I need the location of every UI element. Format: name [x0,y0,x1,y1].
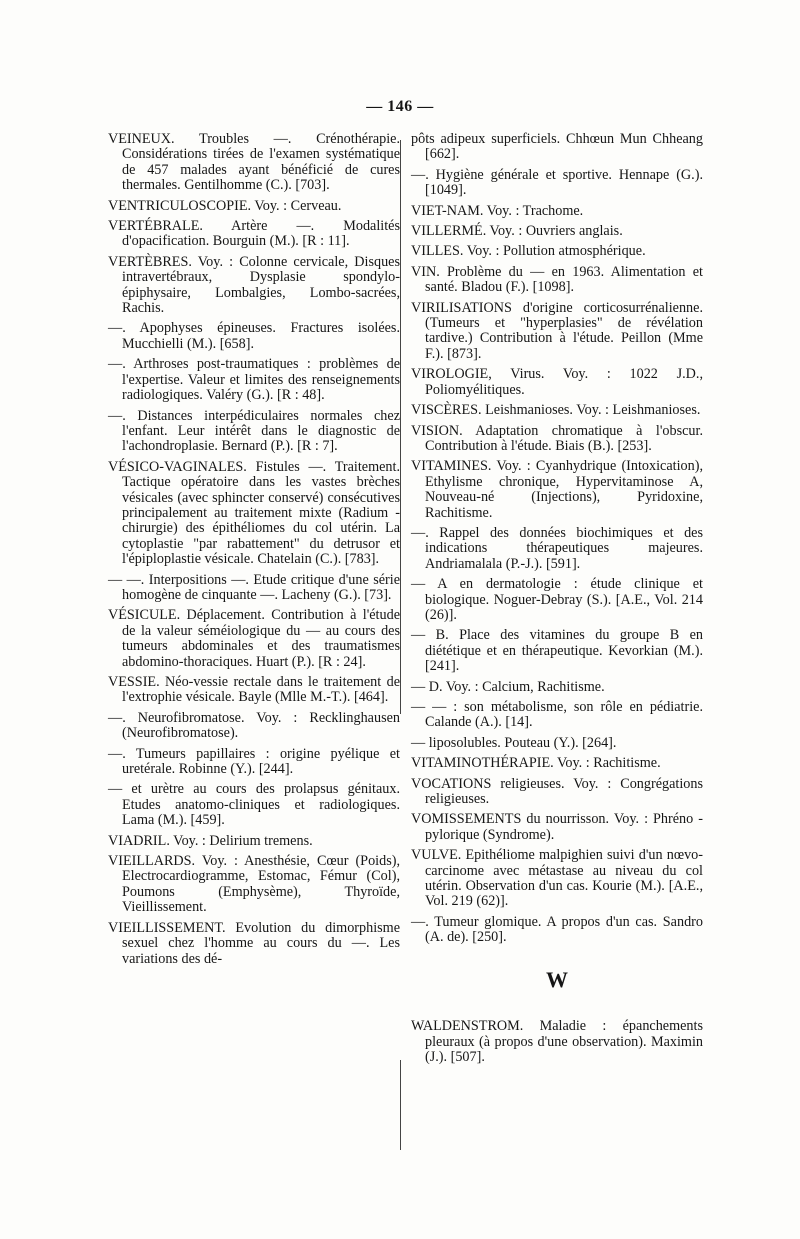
index-entry: — A en dermatologie : étude clinique et biologique. Noguer-Debray (S.). [A.E., Vol. 214 (26)]. [411,576,703,623]
index-entry: VÉSICULE. Déplacement. Contribution à l'étude de la valeur séméiologique du — au cours des tumeurs abdominales et des traumatismes abdomino-thoraciques. Huart (P.). [R : 24]. [108,607,400,670]
index-entry: VIADRIL. Voy. : Delirium tremens. [108,832,313,849]
index-entry: —. Hygiène générale et sportive. Hennape (G.). [1049]. [411,166,703,199]
index-entry: —. Tumeur glomique. A propos d'un cas. Sandro (A. de). [250]. [411,913,703,946]
index-entry: VENTRICULOSCOPIE. Voy. : Cerveau. [108,197,342,214]
section-letter: W [546,966,568,992]
index-entry: — —. Interpositions —. Etude critique d'une série homogène de cinquante —. Lacheny (G.). [73]. [108,571,400,603]
right-column [411,132,703,1070]
column-divider [400,140,401,714]
index-entry: — — : son métabolisme, son rôle en pédiatrie. Calande (A.). [14]. [411,699,703,731]
index-entry: — D. Voy. : Calcium, Rachitisme. [411,678,605,695]
index-entry: VIROLOGIE, Virus. Voy. : 1022 J.D., Poliomyélitiques. [411,366,703,398]
index-entry: —. Distances interpédiculaires normales chez l'enfant. Leur intérêt dans le diagnostic de l'achondroplasie. Bernard (P.). [R : 7]. [108,407,400,455]
index-entry: — liposolubles. Pouteau (Y.). [264]. [411,734,617,751]
index-entry: VÉSICO-VAGINALES. Fistules —. Traitement. Tactique opératoire dans les vastes brèches vésicales (avec sphincter conservé) consécutives principalement au traitement mixte (Radium - chirurgie) des épithéliomes du col utérin. La cytoplastie "par rabattement" du detrusor et l'épiploplastie vésicale. Chatelain (C.). [783]. [108,458,400,568]
index-entry: VIRILISATIONS d'origine corticosurrénalienne. (Tumeurs et "hyperplasies" de révélation tardive.) Contribution à l'étude. Peillon (Mme F.). [873]. [411,299,703,362]
index-entry: VERTÈBRES. Voy. : Colonne cervicale, Disques intravertébraux, Dysplasie spondylo-épiphysaire, Lombalgies, Lombo-sacrées, Rachis. [108,253,400,317]
index-entry: —. Rappel des données biochimiques et des indications thérapeutiques majeures. Andriamalala (P.-J.). [591]. [411,524,703,572]
index-entry: VILLES. Voy. : Pollution atmosphérique. [411,243,646,260]
page-number: — 146 — [366,98,434,115]
index-entry: VERTÉBRALE. Artère —. Modalités d'opacification. Bourguin (M.). [R : 11]. [108,218,400,250]
index-entry: VIET-NAM. Voy. : Trachome. [411,202,584,219]
index-entry: VESSIE. Néo-vessie rectale dans le traitement de l'extrophie vésicale. Bayle (Mlle M.-T.). [464]. [108,674,400,706]
index-entry: VOMISSEMENTS du nourrisson. Voy. : Phréno - pylorique (Syndrome). [411,811,703,843]
index-entry: VITAMINES. Voy. : Cyanhydrique (Intoxication), Ethylisme chronique, Hypervitaminose A, Nouveau-né (Injections), Pyridoxine, Rachitisme. [411,458,703,521]
index-entry: VIN. Problème du — en 1963. Alimentation et santé. Bladou (F.). [1098]. [411,263,703,296]
index-entry: VILLERMÉ. Voy. : Ouvriers anglais. [411,223,623,240]
index-entry: — et urètre au cours des prolapsus génitaux. Etudes anatomo-cliniques et radiologiques. Lama (M.). [459]. [108,781,400,829]
index-entry: VULVE. Epithéliome malpighien suivi d'un nœvo-carcinome avec métastase au niveau du col utérin. Observation d'un cas. Kourie (M.). [A.E., Vol. 219 (62)]. [411,847,703,910]
index-entry: VISCÈRES. Leishmanioses. Voy. : Leishmanioses. [411,402,701,419]
index-entry: VITAMINOTHÉRAPIE. Voy. : Rachitisme. [411,755,661,772]
index-entry: —. Arthroses post-traumatiques : problèmes de l'expertise. Valeur et limites des renseignements radiologiques. Valéry (G.). [R : 48]. [108,356,400,404]
index-entry: VISION. Adaptation chromatique à l'obscur. Contribution à l'étude. Biais (B.). [253]. [411,422,703,454]
index-entry: — B. Place des vitamines du groupe B en diététique et en thérapeutique. Kevorkian (M.). [241]. [411,627,703,675]
column-divider-lower [400,1060,401,1150]
index-entry: WALDENSTROM. Maladie : épanchements pleuraux (à propos d'une observation). Maximin (J.). [507]. [411,1018,703,1065]
index-entry: VIEILLARDS. Voy. : Anesthésie, Cœur (Poids), Electrocardiogramme, Estomac, Fémur (Col), Poumons (Emphysème), Thyroïde, Vieillissement. [108,853,400,916]
index-entry: —. Apophyses épineuses. Fractures isolées. Mucchielli (M.). [658]. [108,320,400,352]
index-entry: —. Neurofibromatose. Voy. : Recklinghausen (Neurofibromatose). [108,709,400,742]
index-entry: VIEILLISSEMENT. Evolution du dimorphisme sexuel chez l'homme au cours du —. Les variations des dé- [108,919,400,967]
left-column [108,132,400,972]
index-entry: VEINEUX. Troubles —. Crénothérapie. Considérations tirées de l'examen systématique de 457 malades ayant bénéficié de cures thermales. Gentilhomme (C.). [703]. [108,131,400,194]
index-entry: —. Tumeurs papillaires : origine pyélique et uretérale. Robinne (Y.). [244]. [108,745,400,778]
index-entry: pôts adipeux superficiels. Chhœun Mun Chheang [662]. [411,131,703,163]
index-entry: VOCATIONS religieuses. Voy. : Congrégations religieuses. [411,775,703,808]
